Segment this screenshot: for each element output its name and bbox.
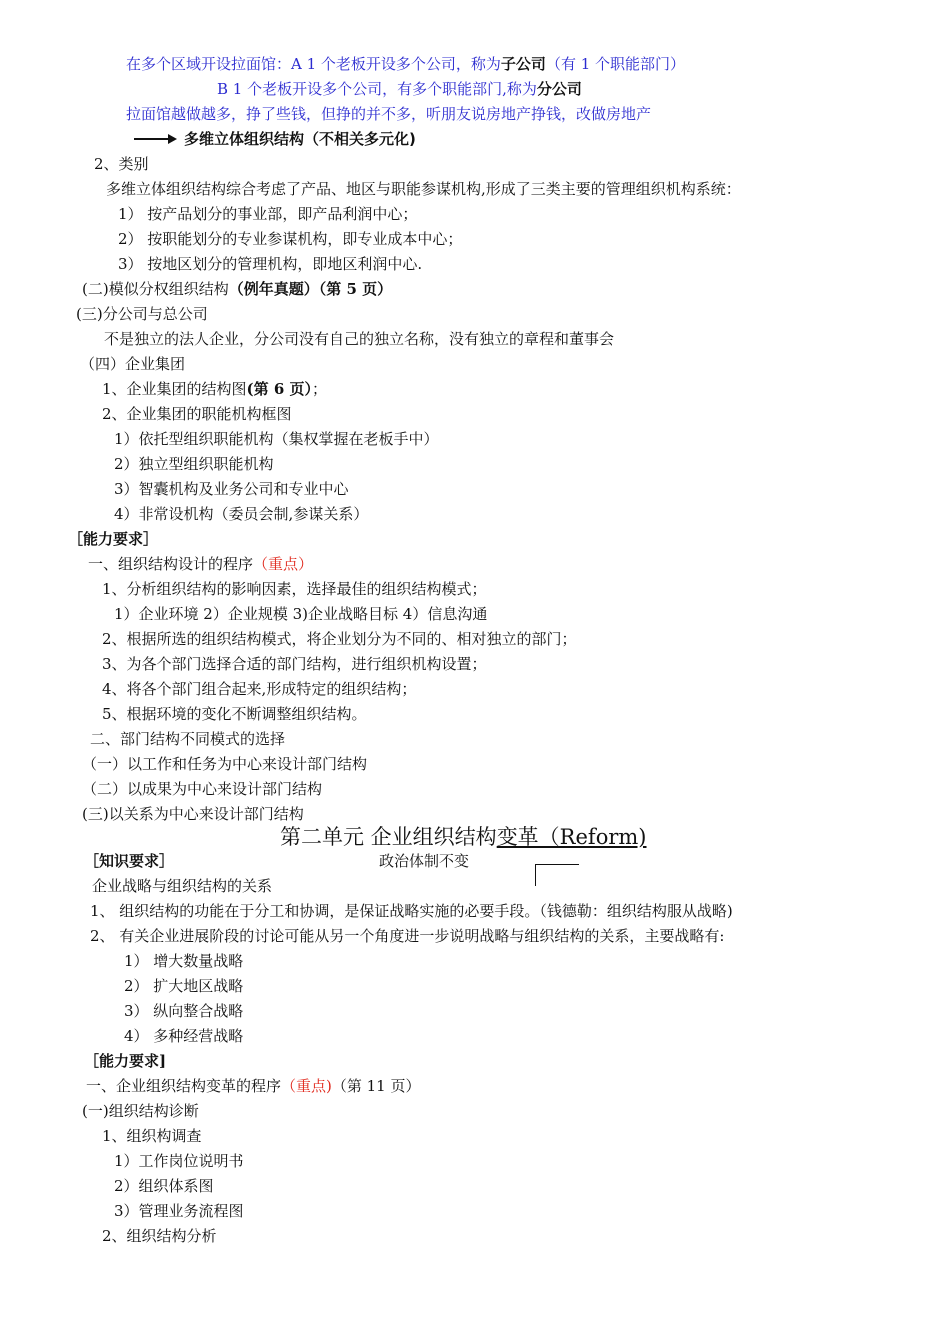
list-item: 3） 按地区划分的管理机构，即地区利润中心. [118,255,423,273]
section-design-procedure: 一、组织结构设计的程序（重点） [88,555,314,573]
section-category: 2、类别 [94,155,149,173]
list-item: 1）工作岗位说明书 [114,1152,244,1170]
knowledge-requirements-heading: ［知识要求］ [84,852,175,870]
section-structure-diagnosis: (一)组织结构诊断 [82,1102,199,1120]
list-item: 3）智囊机构及业务公司和专业中心 [114,480,349,498]
list-item: 4、将各个部门组合起来,形成特定的组织结构； [102,680,417,698]
list-item: 2） 扩大地区战略 [124,977,244,995]
ability-requirements-heading: ［能力要求］ [68,530,159,548]
political-system-note: 政治体制不变 [379,852,470,870]
line-realestate: 拉面馆越做越多，挣了些钱，但挣的并不多，听朋友说房地产挣钱，改做房地产 [126,105,652,123]
annotation-bracket [535,864,579,865]
list-item: 3、为各个部门选择合适的部门结构，进行组织机构设置； [102,655,487,673]
annotation-bracket [535,864,536,886]
list-item: 1、组织构调查 [102,1127,202,1145]
right-arrow-icon [134,138,170,140]
list-item: 5、根据环境的变化不断调整组织结构。 [102,705,367,723]
line-branches-a: 在多个区域开设拉面馆：A 1 个老板开设多个公司，称为子公司（有 1 个职能部门） [126,55,686,73]
list-item: (三)以关系为中心来设计部门结构 [82,805,304,823]
list-item: 1、分析组织结构的影响因素，选择最佳的组织结构模式； [102,580,487,598]
multidim-description: 多维立体组织结构综合考虑了产品、地区与职能参谋机构,形成了三类主要的管理组织机构系统： [106,180,741,198]
list-item: 2）独立型组织职能机构 [114,455,274,473]
list-item: 1、企业集团的结构图(第 6 页）； [102,380,328,398]
list-item: 2） 按职能划分的专业参谋机构，即专业成本中心； [118,230,463,248]
list-item: 1、 组织结构的功能在于分工和协调，是保证战略实施的必要手段。（钱德勒：组织结构服从战略) [90,902,733,920]
list-item: 1） 增大数量战略 [124,952,244,970]
list-item: 4） 多种经营战略 [124,1027,244,1045]
line-branches-b: B 1 个老板开设多个公司，有多个职能部门,称为分公司 [217,80,582,98]
list-item: （二）以成果为中心来设计部门结构 [82,780,323,798]
list-item: （一）以工作和任务为中心来设计部门结构 [82,755,368,773]
strategy-structure-relation: 企业战略与组织结构的关系 [92,877,273,895]
list-item: 2）组织体系图 [114,1177,214,1195]
list-item: 1）企业环境 2）企业规模 3)企业战略目标 4）信息沟通 [114,605,488,623]
multidim-heading: 多维立体组织结构（不相关多元化) [184,130,416,148]
list-item: 2、组织结构分析 [102,1227,217,1245]
section-department-modes: 二、部门结构不同模式的选择 [90,730,286,748]
right-arrow-head-icon [168,134,177,144]
list-item: 4）非常设机构（委员会制,参谋关系） [114,505,369,523]
list-item: 1） 按产品划分的事业部，即产品利润中心； [118,205,418,223]
section-branch-head-office: (三)分公司与总公司 [76,305,208,323]
list-item: 1）依托型组织职能机构（集权掌握在老板手中） [114,430,439,448]
section-enterprise-group: （四）企业集团 [80,355,186,373]
list-item: 2、根据所选的组织结构模式，将企业划分为不同的、相对独立的部门； [102,630,577,648]
section-reform-procedure: 一、企业组织结构变革的程序（重点)（第 11 页） [86,1077,421,1095]
ability-requirements-heading-2: ［能力要求] [84,1052,167,1070]
list-item: 2、企业集团的职能机构框图 [102,405,292,423]
list-item: 3）管理业务流程图 [114,1202,244,1220]
list-item: 2、 有关企业进展阶段的讨论可能从另一个角度进一步说明战略与组织结构的关系，主要战略有: [90,927,725,945]
section-simulated-decentralization: (二)模似分权组织结构（例年真题）（第 5 页） [82,280,393,298]
unit-two-title: 第二单元 企业组织结构变革（Reform) [280,825,647,849]
branch-description: 不是独立的法人企业，分公司没有自己的独立名称，没有独立的章程和董事会 [104,330,615,348]
list-item: 3） 纵向整合战略 [124,1002,244,1020]
